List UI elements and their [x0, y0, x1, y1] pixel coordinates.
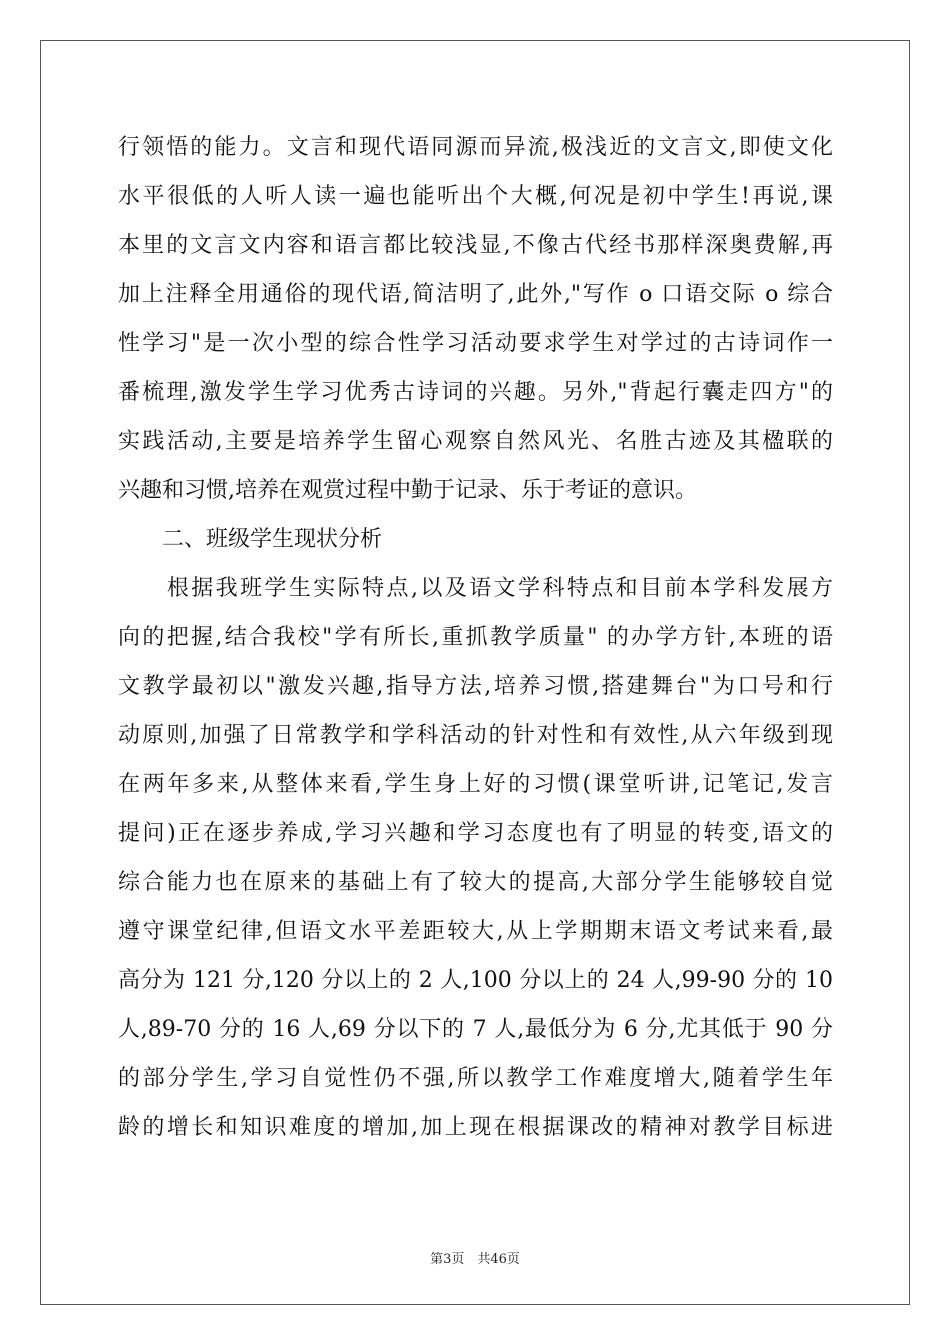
text-line: 龄的增长和知识难度的增加,加上现在根据课改的精神对教学目标进 — [118, 1115, 833, 1140]
text-line: 遵守课堂纪律,但语文水平差距较大,从上学期期末语文考试来看,最 — [118, 919, 833, 944]
text-line: 的部分学生,学习自觉性仍不强,所以教学工作难度增大,随着学生年 — [118, 1066, 833, 1091]
document-body — [118, 130, 833, 1159]
text-line: 动原则,加强了日常教学和学科活动的针对性和有效性,从六年级到现 — [118, 723, 833, 748]
text-line: 实践活动,主要是培养学生留心观察自然风光、名胜古迹及其楹联的 — [118, 429, 833, 454]
text-line: 根据我班学生实际特点,以及语文学科特点和目前本学科发展方 — [118, 576, 833, 601]
section-heading: 二、班级学生现状分析 — [118, 527, 383, 552]
text-line: 行领悟的能力。文言和现代语同源而异流,极浅近的文言文,即使文化 — [118, 135, 833, 160]
text-line: 在两年多来,从整体来看,学生身上好的习惯(课堂听讲,记笔记,发言 — [118, 772, 833, 797]
page-number-footer: 第3页 共46页 — [430, 1252, 520, 1267]
text-line: 文教学最初以"激发兴趣,指导方法,培养习惯,搭建舞台"为口号和行 — [118, 674, 833, 699]
text-line: 高分为 121 分,120 分以上的 2 人,100 分以上的 24 人,99-90 分的 10 — [118, 968, 833, 993]
text-line: 水平很低的人听人读一遍也能听出个大概,何况是初中学生!再说,课 — [118, 184, 833, 209]
text-line: 番梳理,激发学生学习优秀古诗词的兴趣。另外,"背起行囊走四方"的 — [118, 380, 833, 405]
text-line: 兴趣和习惯,培养在观赏过程中勤于记录、乐于考证的意识。 — [118, 478, 697, 503]
text-line: 人,89-70 分的 16 人,69 分以下的 7 人,最低分为 6 分,尤其低于 90 分 — [118, 1017, 833, 1042]
text-line: 性学习"是一次小型的综合性学习活动要求学生对学过的古诗词作一 — [118, 331, 833, 356]
text-line: 本里的文言文内容和语言都比较浅显,不像古代经书那样深奥费解,再 — [118, 233, 833, 258]
text-line: 加上注释全用通俗的现代语,简洁明了,此外,"写作 o 口语交际 o 综合 — [118, 282, 833, 307]
text-line: 提问)正在逐步养成,学习兴趣和学习态度也有了明显的转变,语文的 — [118, 821, 833, 846]
text-line: 向的把握,结合我校"学有所长,重抓教学质量" 的办学方针,本班的语 — [118, 625, 833, 650]
text-line: 综合能力也在原来的基础上有了较大的提高,大部分学生能够较自觉 — [118, 870, 833, 895]
